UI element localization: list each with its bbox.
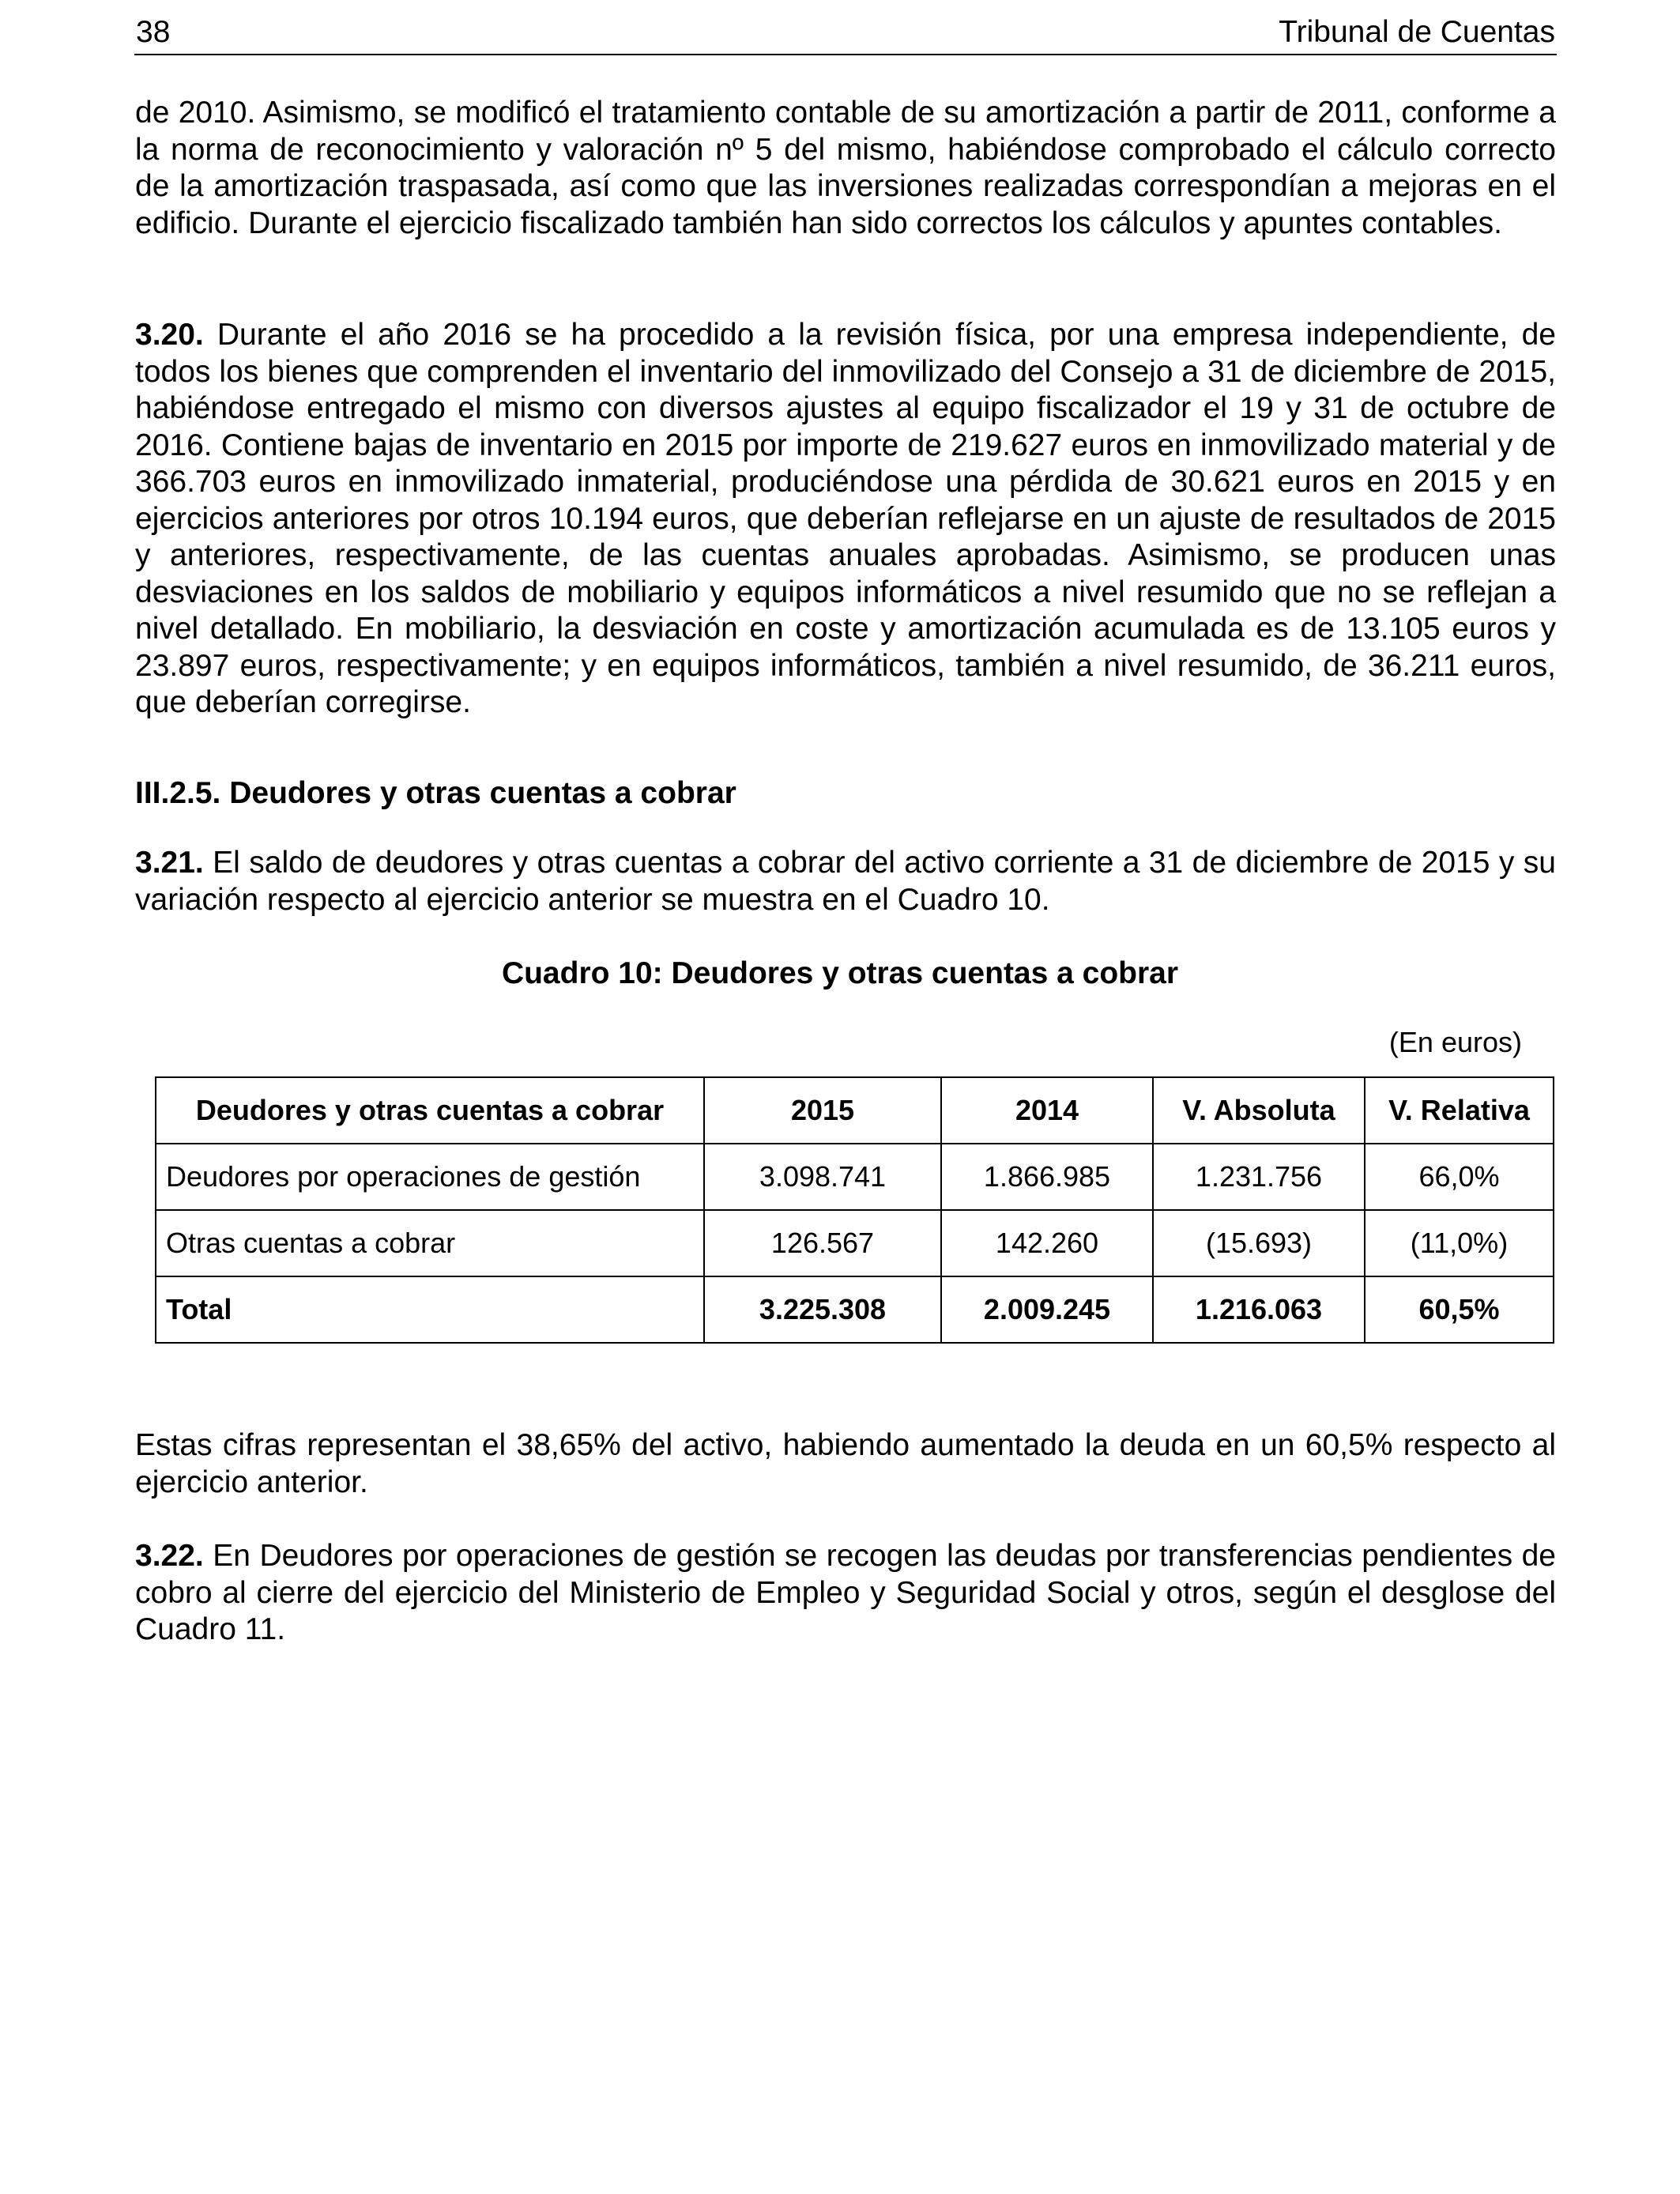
table-cell: Otras cuentas a cobrar xyxy=(156,1210,704,1276)
paragraph-text: En Deudores por operaciones de gestión se recogen las deudas por transferencias pendientes de cobro al cierre del ejercicio del Ministerio de Empleo y Seguridad Social y otros, según el desglose del Cuadro 11. xyxy=(135,1539,1556,1646)
page-number: 38 xyxy=(136,15,171,49)
table-cell: 66,0% xyxy=(1365,1144,1554,1210)
table-cell: 126.567 xyxy=(704,1210,941,1276)
table-cell: (11,0%) xyxy=(1365,1210,1554,1276)
column-header: Deudores y otras cuentas a cobrar xyxy=(156,1077,704,1144)
paragraph-3-20 xyxy=(135,317,1556,722)
section-heading: III.2.5. Deudores y otras cuentas a cobrar xyxy=(135,776,736,810)
table-cell: Total xyxy=(156,1276,704,1343)
paragraph-number: 3.22. xyxy=(135,1539,204,1573)
table-header-row xyxy=(156,1077,1554,1144)
document-title: Tribunal de Cuentas xyxy=(1279,15,1555,49)
table-cell: 1.866.985 xyxy=(941,1144,1153,1210)
table-cell: (15.693) xyxy=(1153,1210,1365,1276)
table-cell: 3.225.308 xyxy=(704,1276,941,1343)
table-cell: 2.009.245 xyxy=(941,1276,1153,1343)
paragraph-after-table: Estas cifras representan el 38,65% del activo, habiendo aumentado la deuda en un 60,5% respecto al ejercicio anterior. xyxy=(135,1428,1556,1499)
column-header: V. Absoluta xyxy=(1153,1077,1365,1144)
paragraph-text: El saldo de deudores y otras cuentas a cobrar del activo corriente a 31 de diciembre de 2015 y su variación respecto al ejercicio anterior se muestra en el Cuadro 10. xyxy=(135,846,1556,917)
table-row xyxy=(156,1210,1554,1276)
table-total-row xyxy=(156,1276,1554,1343)
table-row xyxy=(156,1144,1554,1210)
table-cell: 142.260 xyxy=(941,1210,1153,1276)
units-note: (En euros) xyxy=(1388,1026,1522,1058)
page-header xyxy=(134,11,1557,55)
table-title: Cuadro 10: Deudores y otras cuentas a cobrar xyxy=(501,956,1179,990)
table-cell: Deudores por operaciones de gestión xyxy=(156,1144,704,1210)
paragraph-text: Durante el año 2016 se ha procedido a la revisión física, por una empresa independiente, de todos los bienes que comprenden el inventario del inmovilizado del Consejo a 31 de diciembre de 2015, habiéndose entregado el mismo con diversos ajustes al equipo fiscalizador el 19 y 31 de octubre de 2016. Contiene bajas de inventario en 2015 por importe de 219.627 euros en inmovilizado material y de 366.703 euros en inmovilizado inmaterial, produciéndose una pérdida de 30.621 euros en 2015 y en ejercicios anteriores por otros 10.194 euros, que deberían reflejarse en un ajuste de resultados de 2015 y anteriores, respectivamente, de las cuentas anuales aprobadas. Asimismo, se producen unas desviaciones en los saldos de mobiliario y equipos informáticos a nivel resumido que no se reflejan a nivel detallado. En mobiliario, la desviación en coste y amortización acumulada es de 13.105 euros y 23.897 euros, respectivamente; y en equipos informáticos, también a nivel resumido, de 36.211 euros, que deberían corregirse. xyxy=(135,318,1556,719)
paragraph-3-22 xyxy=(135,1538,1556,1649)
paragraph-3-21 xyxy=(135,845,1556,918)
paragraph-number: 3.20. xyxy=(135,318,204,352)
column-header: V. Relativa xyxy=(1365,1077,1554,1144)
column-header: 2015 xyxy=(704,1077,941,1144)
table-cell: 1.231.756 xyxy=(1153,1144,1365,1210)
table-cell: 1.216.063 xyxy=(1153,1276,1365,1343)
paragraph-intro: de 2010. Asimismo, se modificó el tratamiento contable de su amortización a partir de 2011, conforme a la norma de reconocimiento y valoración nº 5 del mismo, habiéndose comprobado el cálculo correcto de la amortización traspasada, así como que las inversiones realizadas correspondían a mejoras en el edificio. Durante el ejercicio fiscalizado también han sido correctos los cálculos y apuntes contables. xyxy=(135,96,1556,240)
table-cell: 3.098.741 xyxy=(704,1144,941,1210)
table-cell: 60,5% xyxy=(1365,1276,1554,1343)
column-header: 2014 xyxy=(941,1077,1153,1144)
debtors-table xyxy=(155,1076,1554,1344)
paragraph-number: 3.21. xyxy=(135,846,204,880)
